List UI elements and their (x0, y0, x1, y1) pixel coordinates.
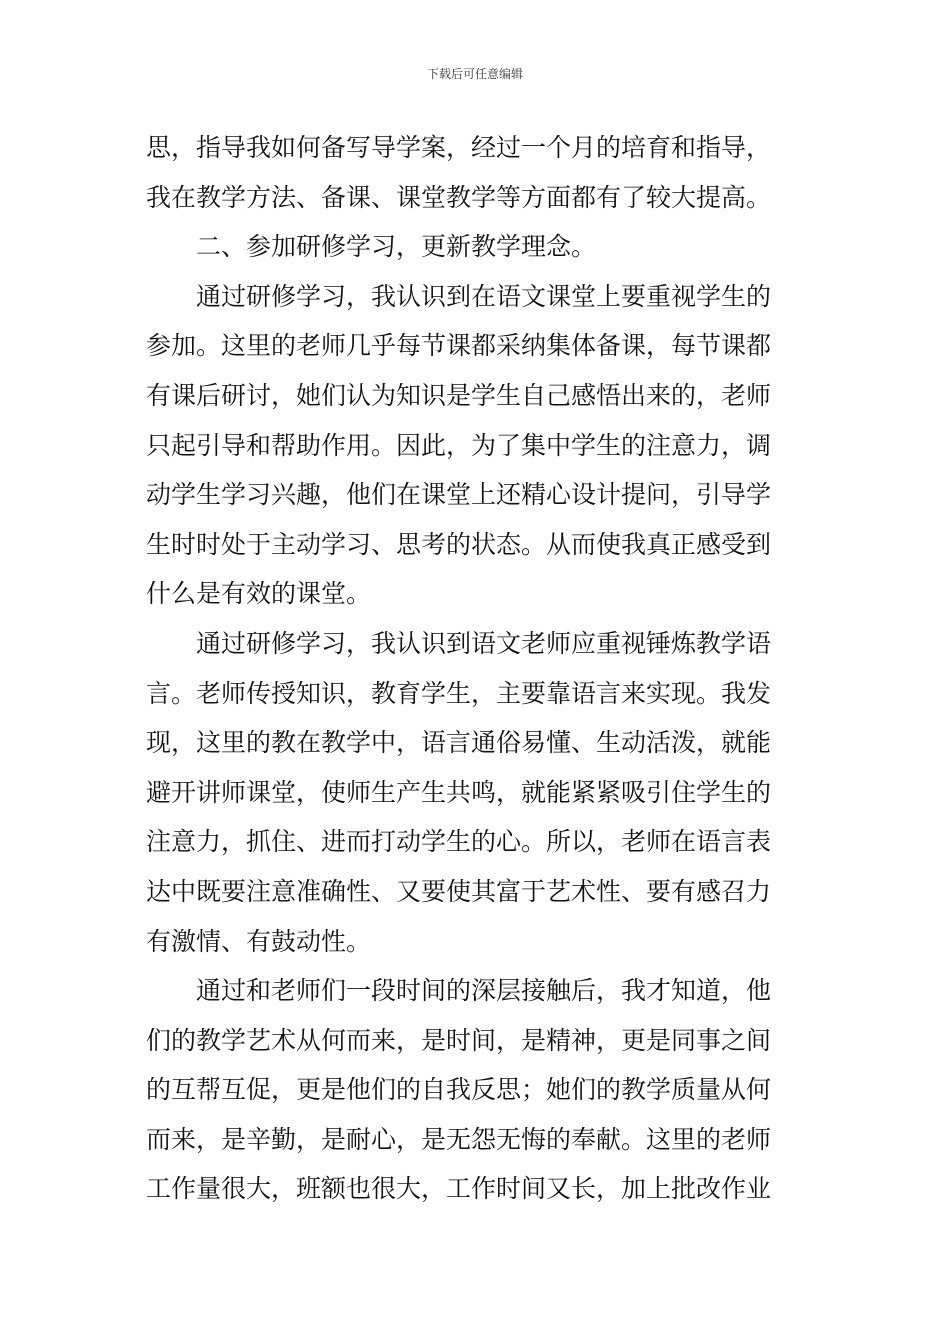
page-header: 下载后可任意编辑 (426, 67, 523, 81)
section-heading: 二、参加研修学习，更新教学理念。 (196, 232, 597, 262)
text-line: 的互帮互促，更是他们的自我反思；她们的教学质量从何 (146, 1075, 772, 1105)
text-line: 生时时处于主动学习、思考的状态。从而使我真正感受到 (146, 529, 772, 559)
text-line: 思，指导我如何备写导学案，经过一个月的培育和指导， (146, 133, 772, 162)
text-line: 只起引导和帮助作用。因此，为了集中学生的注意力，调 (146, 430, 772, 460)
text-line: 参加。这里的老师几乎每节课都采纳集体备课，每节课都 (146, 331, 772, 361)
text-line: 有课后研讨，她们认为知识是学生自己感悟出来的，老师 (146, 380, 772, 410)
paragraph-start-line: 通过研修学习，我认识到在语文课堂上要重视学生的 (196, 281, 772, 311)
text-line: 什么是有效的课堂。 (146, 579, 372, 609)
text-line: 们的教学艺术从何而来，是时间，是精神，更是同事之间 (146, 1025, 772, 1055)
text-line: 言。老师传授知识，教育学生，主要靠语言来实现。我发 (146, 678, 772, 708)
text-line: 工作量很大，班额也很大，工作时间又长，加上批改作业 (146, 1174, 772, 1204)
text-line: 动学生学习兴趣，他们在课堂上还精心设计提问，引导学 (146, 480, 772, 510)
text-line: 我在教学方法、备课、课堂教学等方面都有了较大提高。 (146, 182, 772, 212)
text-line: 有激情、有鼓动性。 (146, 926, 372, 956)
document-body (146, 123, 810, 1214)
paragraph-start-line: 通过和老师们一段时间的深层接触后，我才知道，他 (196, 976, 772, 1006)
text-line: 注意力，抓住、进而打动学生的心。所以，老师在语言表 (146, 827, 772, 857)
paragraph-start-line: 通过研修学习，我认识到语文老师应重视锤炼教学语 (196, 628, 772, 658)
text-line: 现，这里的教在教学中，语言通俗易懂、生动活泼，就能 (146, 728, 772, 758)
text-line: 避开讲师课堂，使师生产生共鸣，就能紧紧吸引住学生的 (146, 777, 772, 807)
text-line: 而来，是辛勤，是耐心，是无怨无悔的奉献。这里的老师 (146, 1124, 772, 1154)
text-line: 达中既要注意准确性、又要使其富于艺术性、要有感召力 (146, 876, 772, 906)
